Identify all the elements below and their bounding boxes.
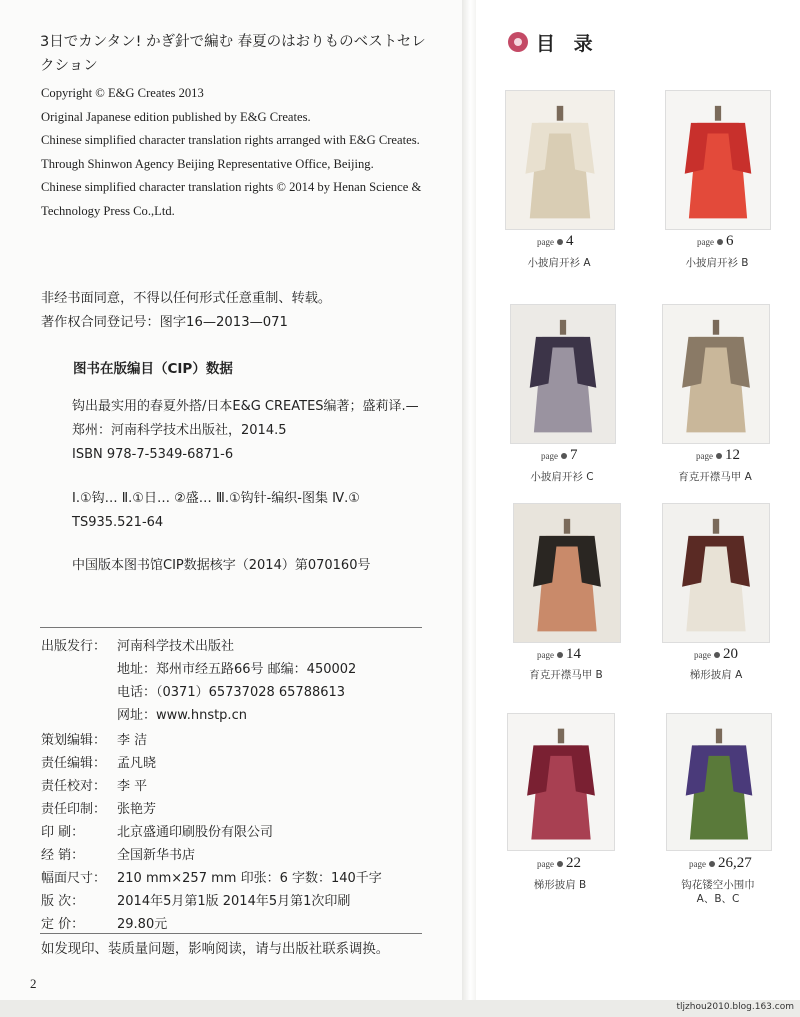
credit-label: 定 价：: [41, 917, 85, 932]
garment-photo: [666, 713, 772, 851]
bullet-dot-icon: [561, 453, 567, 459]
credit-label: 幅面尺寸：: [41, 871, 107, 886]
garment-photo: [507, 713, 615, 851]
publisher-value: 河南科学技术出版社: [117, 639, 235, 654]
divider-bottom: [40, 933, 422, 934]
garment-photo: [510, 304, 616, 444]
item-caption: 钩花镂空小围巾 A、B、C: [681, 879, 755, 905]
credit-label: 经 销：: [41, 848, 85, 863]
page-word: page: [689, 858, 706, 869]
cip-line: ISBN 978-7-5349-6871-6: [72, 447, 234, 462]
bullet-dot-icon: [557, 239, 563, 245]
page-word: page: [696, 450, 713, 461]
notice-line: 非经书面同意，不得以任何形式任意重制、转载。: [41, 291, 332, 306]
page-word: page: [697, 236, 714, 247]
credit-value: 29.80元: [117, 917, 168, 932]
copyright-block: [41, 82, 427, 224]
garment-photo: [665, 90, 771, 230]
page-word: page: [537, 236, 554, 247]
copyright-line: Original Japanese edition published by E&G Creates.: [41, 109, 311, 124]
credit-row: [41, 730, 147, 752]
page-reference: [537, 233, 574, 250]
credit-value: 北京盛通印刷股份有限公司: [117, 825, 274, 840]
copyright-line: Through Shinwon Agency Beijing Representative Office, Beijing.: [41, 156, 374, 171]
page-word: page: [694, 649, 711, 660]
item-caption: 梯形披肩 A: [689, 669, 743, 681]
item-caption: 小披肩开衫 C: [530, 471, 594, 483]
page-reference: [696, 447, 740, 464]
credit-value: 孟凡晓: [117, 756, 157, 771]
page-reference: [697, 233, 734, 250]
cip-line: Ⅰ.①钩… Ⅱ.①日… ②盛… Ⅲ.①钩针-编织-图集 Ⅳ.① TS935.521-64: [72, 491, 360, 530]
page-number-ref: 20: [723, 646, 738, 662]
item-caption: 育克开襟马甲 B: [529, 669, 603, 681]
toc-title: 目 录: [536, 32, 599, 55]
rights-notice: [41, 287, 431, 335]
credit-row: [41, 822, 273, 844]
japanese-title: 3日でカンタン! かぎ針で編む 春夏のはおりものベストセレクション: [40, 34, 426, 74]
page-number: 2: [30, 976, 37, 991]
page-reference: [694, 646, 738, 663]
copyright-line: Chinese simplified character translation rights © 2014 by Henan Science & Technology Press Co.,Ltd.: [41, 180, 422, 218]
watermark-credit: tljzhou2010.blog.163.com: [676, 1002, 794, 1012]
bullet-dot-icon: [716, 453, 722, 459]
credit-value: 2014年5月第1版 2014年5月第1次印刷: [117, 894, 351, 909]
page-number-ref: 12: [725, 447, 740, 463]
copyright-line: Chinese simplified character translation rights arranged with E&G Creates.: [41, 133, 420, 148]
flower-icon: [508, 32, 528, 52]
credit-value: 李 平: [117, 779, 148, 794]
garment-photo: [662, 304, 770, 444]
item-caption: 育克开襟马甲 A: [678, 471, 752, 483]
item-caption: 小披肩开衫 B: [685, 257, 749, 269]
bullet-dot-icon: [709, 861, 715, 867]
page-reference: [537, 646, 581, 663]
credit-label: 印 刷：: [41, 825, 85, 840]
item-caption: 小披肩开衫 A: [527, 257, 591, 269]
bullet-dot-icon: [714, 652, 720, 658]
item-caption: 梯形披肩 B: [533, 879, 587, 891]
bullet-dot-icon: [557, 861, 563, 867]
cip-check-number: 中国版本图书馆CIP数据核字（2014）第070160号: [72, 558, 371, 573]
spine-shadow: [462, 0, 476, 1017]
credit-label: 责任校对：: [41, 779, 107, 794]
page-number-ref: 7: [570, 447, 578, 463]
page-word: page: [541, 450, 558, 461]
page-number-ref: 14: [566, 646, 581, 662]
page-word: page: [537, 858, 554, 869]
cip-heading: 图书在版编目（CIP）数据: [73, 361, 233, 377]
page-number-ref: 4: [566, 233, 574, 249]
credit-value: 张艳芳: [117, 802, 157, 817]
credit-row: [41, 845, 195, 867]
notice-line: 著作权合同登记号：图字16—2013—071: [41, 315, 288, 330]
publisher-row: [41, 636, 234, 658]
credit-row: [41, 868, 382, 890]
page-number-ref: 6: [726, 233, 734, 249]
quality-notice: 如发现印、装质量问题，影响阅读，请与出版社联系调换。: [41, 942, 390, 957]
garment-photo: [662, 503, 770, 643]
credit-label: 策划编辑：: [41, 733, 107, 748]
publisher-address: 地址：郑州市经五路66号 邮编：450002: [117, 662, 357, 677]
bullet-dot-icon: [717, 239, 723, 245]
page-reference: [537, 855, 581, 872]
page-word: page: [537, 649, 554, 660]
cip-line: 钩出最实用的春夏外搭/日本E&G CREATES编著；盛莉译.—郑州：河南科学技术出版社，2014.5: [72, 399, 419, 438]
credit-value: 李 洁: [117, 733, 148, 748]
credit-label: 责任印制：: [41, 802, 107, 817]
garment-photo: [513, 503, 621, 643]
bullet-dot-icon: [557, 652, 563, 658]
garment-photo: [505, 90, 615, 230]
page-reference: [689, 855, 752, 872]
toc-heading: [508, 30, 599, 54]
credit-row: [41, 753, 156, 775]
publisher-label: 出版发行：: [41, 639, 107, 654]
divider-top: [40, 627, 422, 628]
page-number-ref: 22: [566, 855, 581, 871]
credit-label: 责任编辑：: [41, 756, 107, 771]
publisher-phone: 电话：（0371）65737028 65788613: [117, 685, 346, 700]
page-number-ref: 26,27: [718, 855, 752, 871]
credit-row: [41, 776, 147, 798]
credit-row: [41, 799, 156, 821]
credit-value: 全国新华书店: [117, 848, 196, 863]
publisher-website: 网址：www.hnstp.cn: [117, 708, 247, 723]
page-reference: [541, 447, 578, 464]
credit-row: [41, 891, 350, 913]
credit-label: 版 次：: [41, 894, 85, 909]
credit-value: 210 mm×257 mm 印张：6 字数：140千字: [117, 871, 382, 886]
cip-body: [72, 395, 428, 535]
copyright-line: Copyright © E&G Creates 2013: [41, 86, 204, 100]
